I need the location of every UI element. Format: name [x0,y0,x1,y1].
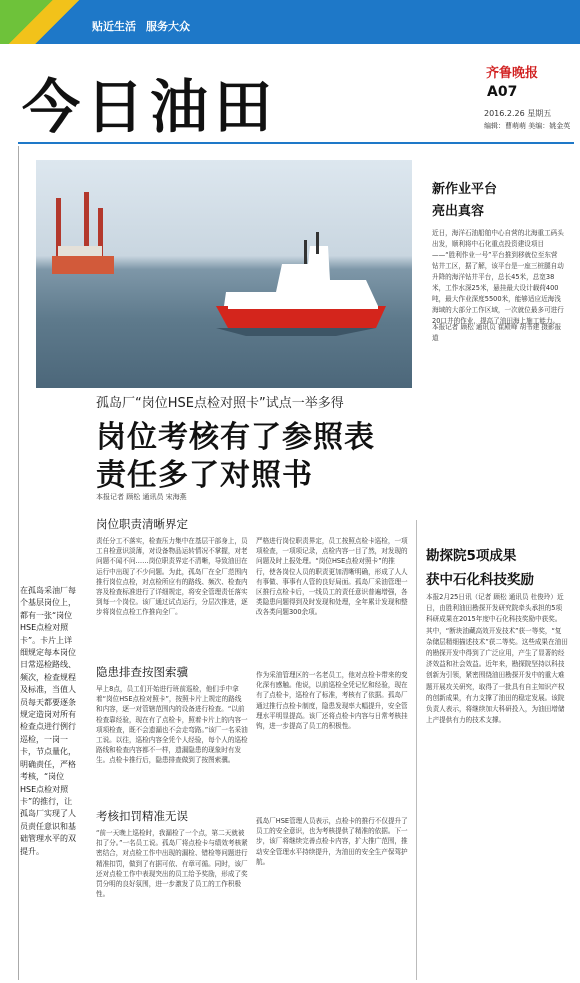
side-story-byline: 本报记者 顾松 通讯员 崔殿峰 胡书建 摄影报道 [432,323,562,342]
ship-platform-illustration [36,160,412,388]
page-number: A07 [487,84,518,100]
side-story-title-2: 亮出真容 [432,204,485,219]
left-column-rule [18,146,19,980]
section-heading-2: 隐患排查按图索骥 [96,665,188,679]
masthead: 今日油田 [22,73,279,141]
section-3-col-2: 孤岛厂HSE管理人员表示，点检卡的推行不仅提升了员工的安全意识，也为考核提供了精准的依据。下一步，该厂将继续完善点检卡内容，扩大推广范围，推动安全管理水平持续提升，为油田的安全生产保驾护航。 [256,817,408,866]
right-story-title-2: 获中石化科技奖励 [426,572,534,588]
section-1-col-1: 责任分工不落实，检查压力集中在基层干部身上，员工自检意识淡薄，对设备物品运转情况不掌握，对老问题不闻不问……岗位职责界定不清晰，导致油田在运行中出现了不少问题。为此，孤岛厂在全厂范围内推行岗位点检，对点检所应有的路线、频次、检查内容及检查标准进行了详细规定，将安全管理责任落实到每一个岗位。该厂通过试点运行，分层次推进，逐步将岗位点检工作推向全厂。 [96,537,248,617]
banner-decoration [0,0,88,44]
right-column-rule [416,520,417,980]
section-1-col-2: 严格进行岗位职责界定，员工按照点检卡巡检，一项项检查，一项项记录，点检内容一目了然，对发现的问题及时上报处理。“岗位HSE点检对照卡”的推行，使各岗位人员的职责更加清晰明确，形成了人人有事做、事事有人管的良好局面。孤岛厂采油管理一区推行点检卡后，一线员工的责任意识普遍增强，各类隐患问题得到及时发现和处理，全年累计发现和整改各类问题300余项。 [256,537,408,617]
main-sidebar-note: 在孤岛采油厂每个基层岗位上，都有一张“岗位HSE点检对照卡”。卡片上详细规定每本岗位日常巡检路线、频次，检查规程及标准，当值人员每天都要逐条规定造岗对所有检查点进行例行巡检，一岗一卡，节点量化，明确责任，严格考核，“岗位HSE点检对照卡”的推行，让孤岛厂实现了人员责任意识和基础管理水平的双提升。 [20,586,76,856]
paper-name: 齐鲁晚报 [486,66,539,81]
slogan-2: 服务大众 [146,20,190,33]
main-headline-2: 责任多了对照书 [96,458,313,493]
side-story-title-1: 新作业平台 [432,182,498,197]
editor-line: 编辑：曹萌萌 美编：姚金英 [484,122,571,130]
main-kicker: 孤岛厂“岗位HSE点检对照卡”试点一举多得 [96,396,344,411]
news-photo [36,160,412,388]
section-3-col-1: “前一天晚上巡检时，我漏检了一个点，第二天就被扣了分。”一名员工说。孤岛厂将点检卡与绩效考核紧密结合，对点检工作中出现的漏检、错检等问题进行精准扣罚，做到了有据可依、有章可循。同时，该厂还对点检工作中表现突出的员工给予奖励，形成了奖罚分明的良好氛围，进一步激发了员工的工作积极性。 [96,829,248,899]
section-2-col-2: 作为采油管理区的一名老员工，他对点检卡带来的变化深有感触。他说，以前巡检全凭记忆和经验，现在有了点检卡，巡检有了标准，考核有了依据。孤岛厂通过推行点检卡制度，隐患发现率大幅提升，安全管理水平明显提高。该厂还将点检卡内容与日常考核挂钩，进一步提高了员工的积极性。 [256,671,408,731]
header-divider [18,142,574,144]
side-story-body: 近日，海洋石油船舶中心自营的北海重工码头出发，顺利将中石化重点投资建设项目——“胜利作业一号”平台推到移就位至东营钻井工区，据了解，该平台是一座三桩腿自动升降的海洋钻井平台，总长45米，总宽38米，工作水深25米，悬挂最大设计载荷400吨，最大作业深度5500米，能够适应近海浅海域的大部分工作区域，一次就位最多可进行20口井的作业，提高了油田海上施工能力。 [432,229,564,325]
date-line: 2016.2.26 星期五 [484,109,552,118]
main-headline-1: 岗位考核有了参照表 [96,420,375,455]
right-story-body: 本报2月25日讯（记者 顾松 通讯员 杜俊玲）近日，由胜利油田勘探开发研究院牵头承担的5项科研成果在2015年度中石化科技奖励中获奖。其中，“断块油藏高效开发技术”获一等奖，“复杂储层精细描述技术”获二等奖。这些成果在油田的勘探开发中得到了广泛应用，产生了显著的经济效益和社会效益。近年来，勘探院坚持以科技创新为引领，紧密围绕油田勘探开发中的重大难题开展攻关研究，取得了一批具有自主知识产权的创新成果，有力支撑了油田的稳定发展。该院负责人表示，将继续加大科研投入，为油田增储上产提供有力的技术支撑。 [426,593,568,725]
section-2-col-1: 早上8点，员工们开始进行班前巡检，他们手中拿着“岗位HSE点检对照卡”，按照卡片上规定的路线和内容，逐一对管辖范围内的设备进行检查。“以前检查靠经验，现在有了点检卡，照着卡片上的内容一项项检查，既不会遗漏也不会走弯路。”该厂一名采油工说。以往，巡检内容全凭个人经验，每个人的巡检路线和检查内容都不一样，遗漏隐患的现象时有发生。点检卡推行后，隐患排查做到了按图索骥。 [96,685,248,765]
section-heading-3: 考核扣罚精准无误 [96,809,188,823]
main-byline: 本报记者 顾松 通讯员 宋海燕 [96,493,187,501]
section-heading-1: 岗位职责清晰界定 [96,517,188,531]
top-banner [0,0,580,44]
slogan-1: 贴近生活 [92,20,136,33]
right-story-title-1: 勘探院5项成果 [426,548,517,564]
